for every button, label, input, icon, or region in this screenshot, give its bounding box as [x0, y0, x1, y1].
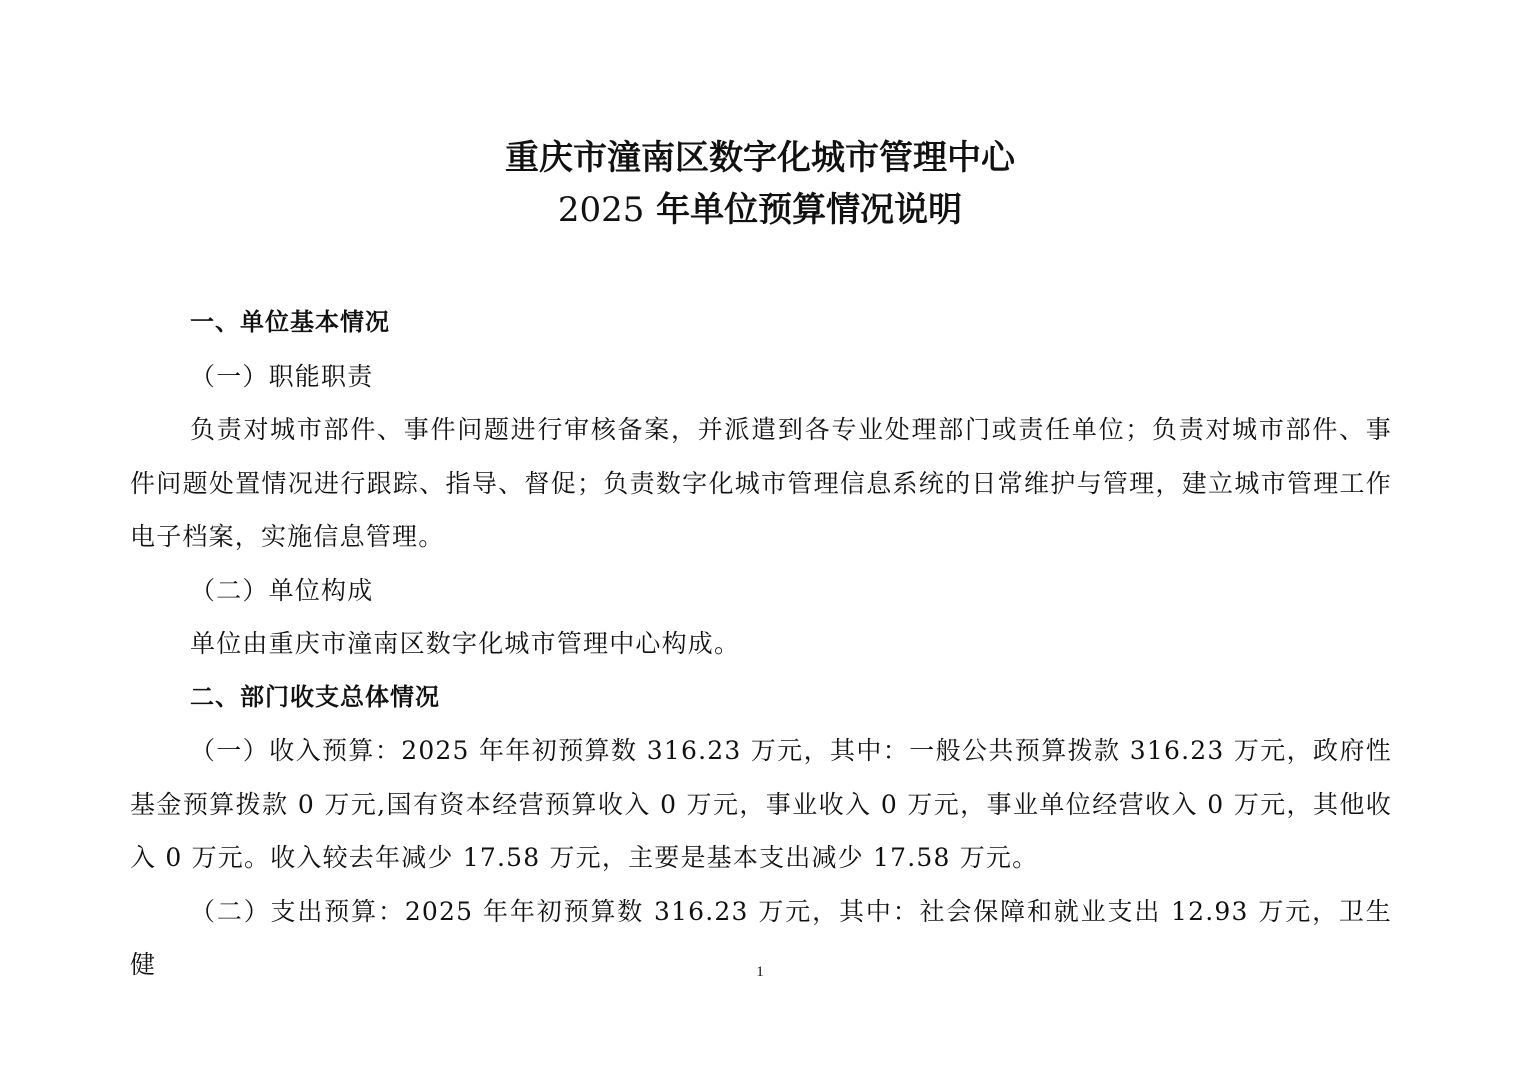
- section-2-paragraph-1: （一）收入预算：2025 年年初预算数 316.23 万元，其中：一般公共预算拨款 316.23 万元，政府性基金预算拨款 0 万元,国有资本经营预算收入 0 万元，事业收入 0 万元，事业单位经营收入 0 万元，其他收入 0 万元。收入较去年减少 17.58 万元，主要是基本支出减少 17.58 万元。: [130, 736, 1392, 872]
- page-number: 1: [756, 964, 764, 980]
- section-1-paragraph-2: 单位由重庆市潼南区数字化城市管理中心构成。: [190, 629, 741, 658]
- title-year: 2025: [557, 190, 645, 230]
- section-2-heading: 二、部门收支总体情况: [190, 682, 440, 711]
- section-1-paragraph-1: 负责对城市部件、事件问题进行审核备案，并派遣到各专业处理部门或责任单位；负责对城市部件、事件问题处置情况进行跟踪、指导、督促；负责数字化城市管理信息系统的日常维护与管理，建立城市管理工作电子档案，实施信息管理。: [130, 415, 1392, 551]
- title-line-2: [0, 184, 1520, 236]
- section-1-subheading-1: （一）职能职责: [190, 361, 374, 391]
- title-line-1: 重庆市潼南区数字化城市管理中心: [505, 138, 1015, 178]
- document-title: [0, 132, 1520, 236]
- section-2-paragraph-2: （二）支出预算：2025 年年初预算数 316.23 万元，其中：社会保障和就业支出 12.93 万元，卫生健: [130, 896, 1392, 979]
- section-1-heading: 一、单位基本情况: [190, 308, 390, 336]
- title-line-2-text: 年单位预算情况说明: [644, 190, 963, 230]
- section-1-subheading-2: （二）单位构成: [190, 575, 374, 605]
- document-body: [130, 296, 1392, 992]
